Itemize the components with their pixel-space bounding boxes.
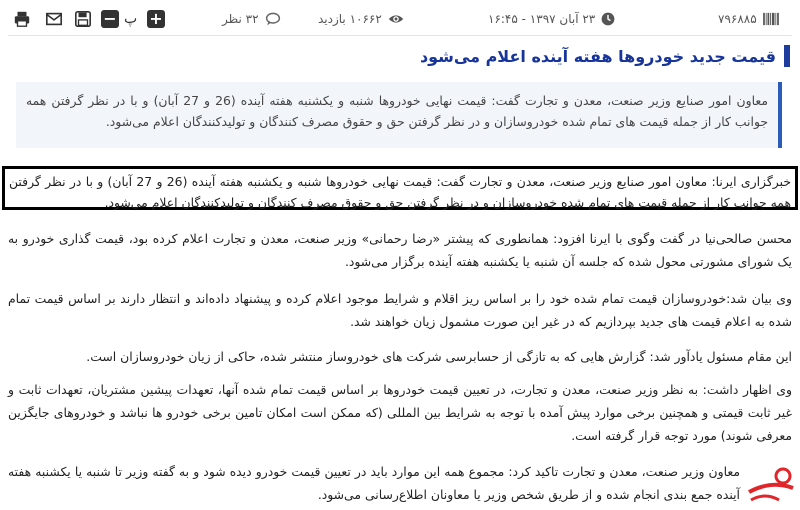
views-count: ۱۰۶۶۲ بازدید: [318, 10, 405, 28]
article-paragraph: محسن صالحی‌نیا در گفت وگوی با ایرنا افزود: همانطوری که پیشتر «رضا رحمانی» وزیر صنعت، معدن و تجارت اعلام کرده بود، قیمت گذاری خودرو به یک شورای مشورتی محول شده که جلسه آن شنبه یا یکشنبه هفته آینده برگزار می‌شود.: [8, 231, 792, 269]
article-paragraph: معاون وزیر صنعت، معدن و تجارت تاکید کرد: مجموع همه این موارد باید در تعیین قیمت خودرو دیده شود و به گفته وزیر تا شنبه یا یکشنبه هفته آینده جمع بندی انجام شده و از طریق شخص وزیر یا معاونان اطلاع‌رسانی می‌شود.: [8, 464, 740, 502]
publish-date: ۲۳ آبان ۱۳۹۷ - ۱۶:۴۵: [488, 10, 616, 28]
clock-icon: [600, 11, 616, 27]
title-accent-bar: [784, 45, 790, 67]
article-toolbar: [0, 0, 800, 36]
font-increase-button[interactable]: +: [146, 9, 166, 29]
header-divider: [8, 35, 792, 36]
font-decrease-button[interactable]: −: [100, 9, 120, 29]
comments-icon: [264, 11, 282, 27]
print-icon[interactable]: [12, 9, 32, 29]
article-paragraph: وی بیان شد:خودروسازان قیمت تمام شده خود را بر اساس ریز اقلام و شرایط موجود اعلام کرده و پیشنهاد داده‌اند و انتظار دارند بر اساس قیمت تمام شده به اعلام قیمت های جدید بپردازیم که در غیر این صورت مشمول زیان خواهند شد.: [8, 291, 792, 329]
article-paragraph: وی اظهار داشت: به نظر وزیر صنعت، معدن و تجارت، در تعیین قیمت خودروها بر اساس قیمت تمام شده آنها، تعهدات پیشین مشتریان، تعهدات ثابت و غیر ثابت قیمتی و همچنین برخی موارد پیش آمده با توجه به شرایط بین المللی (که ممکن است امکان تامین برخی خودرو ها نباشد و خودروهای جایگزین معرفی شوند) مورد توجه قرار گرفته است.: [8, 382, 792, 443]
email-icon[interactable]: [44, 9, 64, 29]
highlighted-paragraph-box: [2, 166, 798, 210]
save-icon[interactable]: [73, 9, 93, 29]
comments-count[interactable]: ۳۲ نظر: [222, 10, 282, 28]
font-size-label: پ: [124, 11, 138, 27]
article-lead: معاون امور صنایع وزیر صنعت، معدن و تجارت گفت: قیمت نهایی خودروها شنبه و یکشنبه هفته آینده (26 و 27 آبان) و با در نظر گرفتن همه جوانب کار از جمله قیمت های تمام شده خودروسازان و در نظر گرفتن حق و حقوق مصرف کنندگان و تولیدکنندگان اعلام می‌شود.: [16, 82, 782, 148]
article-paragraph: خبرگزاری ایرنا: معاون امور صنایع وزیر صنعت، معدن و تجارت گفت: قیمت نهایی خودروها شنبه و یکشنبه هفته آینده (26 و 27 آبان) و با در نظر گرفتن همه جوانب کار از جمله قیمت های تمام شده خودروسازان و در نظر گرفتن حق و حقوق مصرف کنندگان و تولیدکنندگان اعلام می‌شود.: [9, 174, 791, 210]
eye-icon: [387, 11, 405, 27]
article-title: قیمت جدید خودروها هفته آینده اعلام می‌شود: [419, 46, 776, 66]
barcode-icon: [762, 12, 780, 26]
site-watermark-logo: [745, 462, 797, 506]
article-title-row: [8, 38, 790, 74]
news-id: ۷۹۶۸۸۵: [718, 10, 780, 28]
article-paragraph: این مقام مسئول یادآور شد: گزارش هایی که به تازگی از حسابرسی شرکت های خودروساز منتشر شده، حاکی از زیان خودروسازان است.: [86, 349, 792, 364]
